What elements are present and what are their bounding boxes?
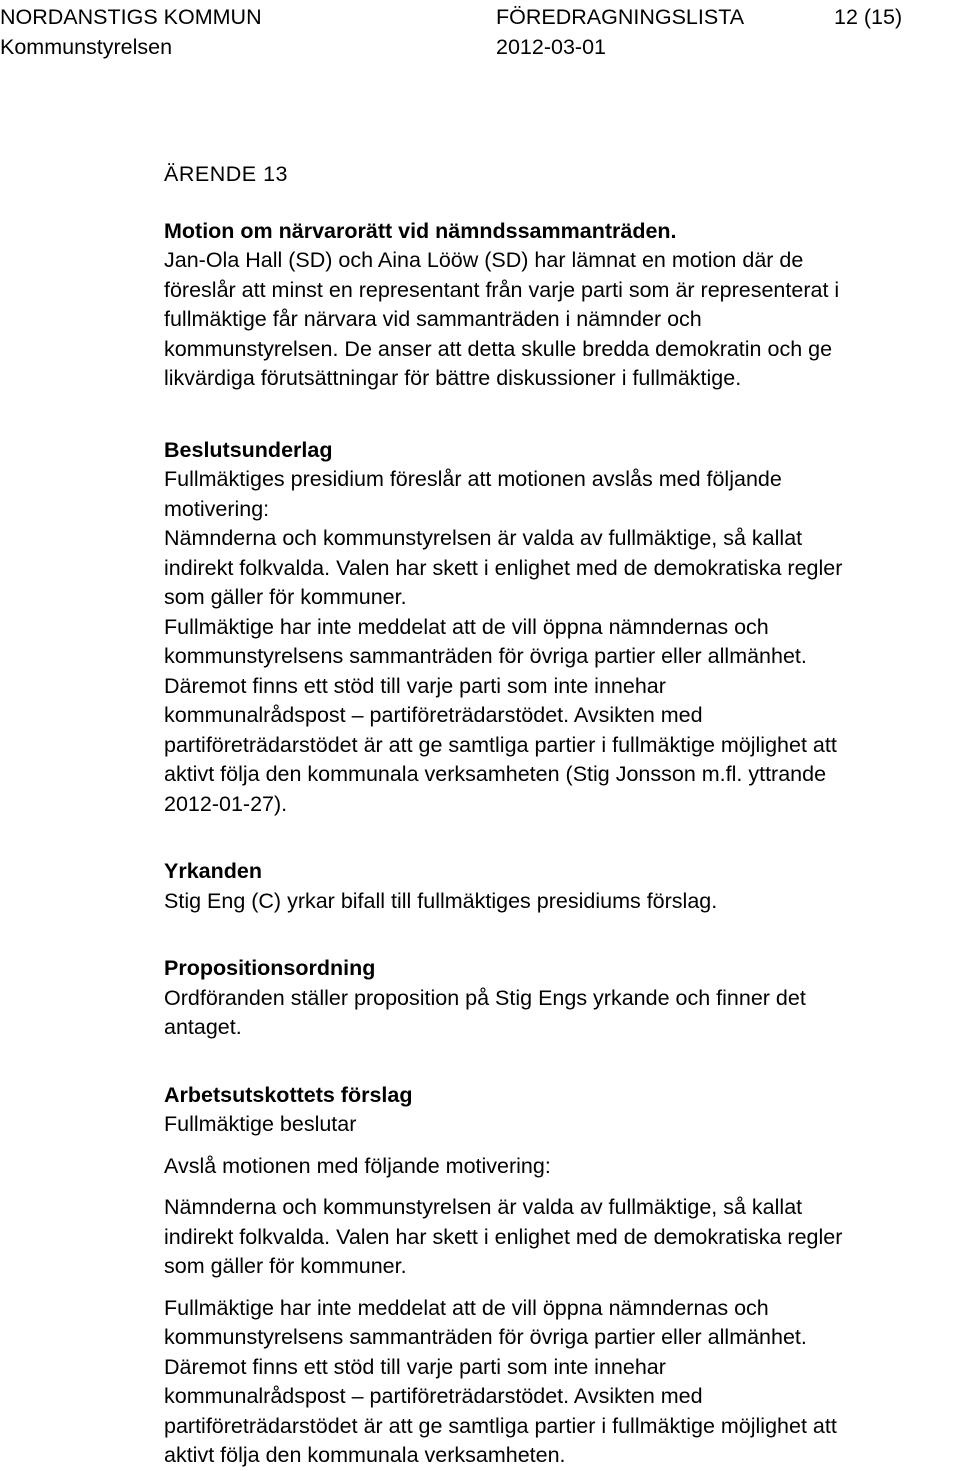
page-header-row-1 [0, 5, 960, 35]
committee-proposal-heading: Arbetsutskottets förslag [164, 1082, 413, 1107]
document-body [164, 160, 960, 1471]
committee-proposal-line-2: Avslå motionen med följande motivering: [164, 1153, 551, 1178]
proposition-text: Ordföranden ställer proposition på Stig Engs yrkande och finner det antaget. [164, 985, 806, 1039]
basis-paragraph-2: Nämnderna och kommunstyrelsen är valda av fullmäktige, så kallat indirekt folkvalda. Valen har skett i enlighet med de demokratiska regler som gäller för kommuner. [164, 526, 843, 609]
page-number: 12 (15) [834, 5, 903, 29]
basis-paragraph-1: Fullmäktiges presidium föreslår att motionen avslås med följande motivering: [164, 467, 782, 521]
committee-proposal-line-1: Fullmäktige beslutar [164, 1112, 357, 1136]
motions-heading: Yrkanden [164, 859, 262, 883]
errand-label: ÄRENDE 13 [164, 162, 288, 186]
committee-proposal-paragraph-1: Nämnderna och kommunstyrelsen är valda av fullmäktige, så kallat indirekt folkvalda. Valen har skett i enlighet med de demokratiska regler som gäller för kommuner. [164, 1195, 843, 1278]
page-header-row-2 [0, 35, 960, 65]
motions-text: Stig Eng (C) yrkar bifall till fullmäktiges presidiums förslag. [164, 888, 718, 913]
organization-name: NORDANSTIGS KOMMUN [0, 5, 262, 29]
proposition-heading: Propositionsordning [164, 956, 376, 980]
meeting-date: 2012-03-01 [496, 35, 606, 59]
errand-title: Motion om närvarorätt vid nämndssammanträden. [164, 218, 677, 243]
basis-paragraph-3: Fullmäktige har inte meddelat att de vill öppna nämndernas och kommunstyrelsens sammanträden för övriga partier eller allmänhet. Däremot finns ett stöd till varje parti som inte innehar kommunalrådspost – partiföreträdarstödet. Avsikten med partiföreträdarstödet är att ge samtliga partier i fullmäktige möjlighet att aktivt följa den kommunala verksamheten (Stig Jonsson m.fl. yttrande 2012-01-27). [164, 614, 837, 816]
committee-proposal-paragraph-2: Fullmäktige har inte meddelat att de vill öppna nämndernas och kommunstyrelsens sammanträden för övriga partier eller allmänhet. Däremot finns ett stöd till varje parti som inte innehar kommunalrådspost – partiföreträdarstödet. Avsikten med partiföreträdarstödet är att ge samtliga partier i fullmäktige möjlighet att aktivt följa den kommunala verksamheten. [164, 1295, 837, 1467]
basis-heading: Beslutsunderlag [164, 437, 333, 462]
committee-name: Kommunstyrelsen [0, 35, 173, 59]
document-type: FÖREDRAGNINGSLISTA [496, 5, 745, 29]
errand-intro: Jan-Ola Hall (SD) och Aina Lööw (SD) har lämnat en motion där de föreslår att minst en representant från varje parti som är representerat i fullmäktige får närvara vid sammanträden i nämnder och kommunstyrelsen. De anser att detta skulle bredda demokratin och ge likvärdiga förutsättningar för bättre diskussioner i fullmäktige. [164, 248, 840, 390]
